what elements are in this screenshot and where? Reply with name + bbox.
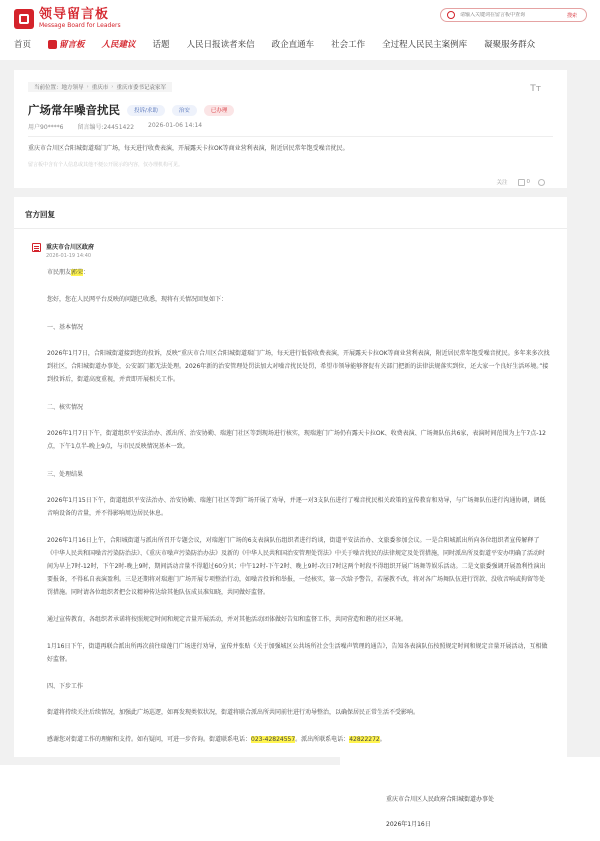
section-text-result-2: 2026年1月16日上午，合阳城街道与派出所召开专题会议，对瑞莲门广场的6支表演队伍组织者进行约谈，街道平安法治办、文旅委参加会议。一是合阳城派出所向各位组织者宣传解释了《中华人民共和国噪音污染防治法》、《重庆市噪声污染防治办法》及新的《中华人民共和国治安管理处罚法》中关于噪音扰民的法律规定及处罚措施，同时派出所及街道平安办明确了活动时间为早上7时-12时，下午2时-晚上9时，期间活动音量不得超过60分贝；中午12时-下午2时、晚上9时-次日7时这两个时段不得组织开展广场舞等娱乐活动。二是文旅委强调开展盈利性演出要报备，不得私自表演盈利。三是还期将对瑞莲门广场开展专项整治行动，如噪音投诉和举报，一经核实，第一次给予警告，若屡教不改，将对各广场舞队伍进行罚款、没收音响或拘留等处罚措施。同时请各位组织者把会议精神传达给其他队伍成员准知晓，共同做好监督。 — [47, 537, 546, 596]
message-actions — [496, 178, 545, 186]
section-text-next: 街道将持续关注后续情况，加强此广场巡逻，如再发现类似状况，街道将联合派出所共同前往进行劝导整治，以确保居民正常生活不受影响。 — [47, 709, 420, 716]
message-time: 2026-01-06 14:14 — [148, 122, 203, 129]
font-size-icon[interactable]: Tт — [530, 84, 541, 94]
main-nav — [14, 36, 552, 52]
nav-message-board-label: 留言板 — [59, 40, 85, 50]
breadcrumb-separator-icon: › — [86, 84, 89, 90]
search-input[interactable] — [460, 12, 540, 18]
divider — [14, 228, 567, 229]
search-box — [440, 8, 587, 22]
section-title-next: 四、下步工作 — [47, 683, 84, 690]
breadcrumb-item-chongqing[interactable]: 重庆市 — [91, 85, 109, 91]
site-logo[interactable] — [14, 8, 121, 30]
nav-home[interactable]: 首页 — [14, 40, 32, 50]
section-text-result-1: 2026年1月15日下午，街道组织平安法治办、治安协勤、瑞莲门社区等到广场开展了劝导，并逐一对3支队伍进行了噪音扰民相关政策的宣传教育和劝导，与广场舞队伍进行沟通协调，调低音响设备的音量，并不得影响周边居民休息。 — [47, 497, 546, 517]
contact-mid: 。派出所联系电话： — [295, 736, 350, 743]
greeting-suffix: ： — [83, 269, 90, 276]
breadcrumb-label: 当前位置： — [34, 85, 62, 91]
logo-subtitle: Message Board for Leaders — [39, 22, 121, 29]
like-count: 0 — [526, 179, 530, 185]
breadcrumb-item-local-leaders[interactable]: 地方领导 — [61, 85, 84, 91]
contact-prefix: 感谢您对街道工作的理解和支持。如有疑问，可进一步咨询。街道联系电话： — [47, 736, 252, 743]
reply-contact — [47, 733, 550, 746]
logo-title: 领导留言板 — [39, 7, 110, 22]
section-text-verify: 2026年1月7日下午，街道组织平安法治办、派出所、治安协勤、瑞莲门社区等到现场进行核实，现瑞莲门广场仍有露天卡拉OK、收费表演、广场舞队伍共6家，表演时间范围为上午7点-12点，下午1点半-晚上9点，与市民反映情况基本一致。 — [47, 430, 546, 450]
follow-button[interactable]: 关注 — [496, 180, 508, 186]
contact-phone-street[interactable]: 023-42824557 — [251, 736, 296, 743]
section-text-basic: 2026年1月7日，合阳城街道接到您的投诉，反映“重庆市合川区合阳城街道瑞门广场，每天进行低俗收费表演，开展露天卡拉OK等商业营利表演，附近居民常年饱受噪音扰民。多年来多次找到社区，合阳城街道办事处，公安部门都无法处理。2026年新的治安管理处罚法加大对噪音扰民处罚，希望市领导能够督促有关部门把新的法律法规落实到位，还大家一个良好生活环境。”接到投诉后，街道高度重视，并责即开展相关工作。 — [47, 350, 550, 383]
nav-message-board[interactable] — [48, 38, 85, 50]
message-card — [14, 70, 567, 188]
section-text-result-4: 1月16日下午，街道再联合派出所再次前往瑞莲门广场进行劝导，宣传并张贴《关于加强城区公共场所社会生活噪声管理的通告》，告知各表演队伍按照规定时间和规定音量开展活动，互相做好监督。 — [47, 643, 548, 663]
section-title-result: 三、处理结果 — [47, 471, 84, 478]
blank-panel — [0, 765, 340, 841]
message-board-icon — [48, 40, 57, 49]
site-header — [0, 0, 600, 60]
nav-social-work[interactable]: 社会工作 — [331, 40, 366, 50]
section-text-result-3: 通过宣传教育，各组织者承诺将按照规定时间和规定音量开展活动，并对其他活动团体做好告知和监督工作，共同营造和谐的社区环境。 — [47, 616, 408, 623]
reply-heading: 官方回复 — [25, 210, 55, 219]
signature-date: 2026年1月16日 — [386, 821, 431, 828]
reply-intro: 您好，您在人民网平台反映的问题已收悉，现将有关情况回复如下： — [47, 296, 228, 303]
message-id: 留言编号:24451422 — [77, 124, 135, 131]
logo-icon — [14, 9, 34, 29]
reply-time: 2026-01-19 14:40 — [46, 253, 92, 259]
message-meta — [28, 122, 216, 131]
divider — [28, 136, 553, 137]
nav-reader-letters[interactable]: 人民日报读者来信 — [186, 40, 255, 50]
tag-public-security: 治安 — [172, 105, 197, 116]
search-button[interactable]: 搜索 — [566, 12, 577, 19]
reply-org-name: 重庆市合川区政府 — [46, 244, 95, 251]
signature-org: 重庆市合川区人民政府合阳城街道办事处 — [386, 796, 495, 803]
breadcrumb-separator-icon: › — [111, 84, 114, 90]
breadcrumb — [28, 82, 172, 92]
privacy-note: 留言板中含有个人信息或其他不便公开展示的内容，仅办理机构可见。 — [28, 162, 184, 168]
contact-phone-police[interactable]: 42822272 — [349, 736, 380, 743]
signature-block — [340, 757, 600, 841]
breadcrumb-item-secretary[interactable]: 重庆市委书记袁家军 — [116, 85, 166, 91]
nav-enterprise-express[interactable]: 政企直通车 — [271, 40, 315, 50]
search-icon — [447, 11, 455, 19]
nav-serve-public[interactable]: 凝聚服务群众 — [484, 40, 536, 50]
greeting-prefix: 市民朋友 — [47, 269, 72, 276]
section-title-basic: 一、基本情况 — [47, 324, 84, 331]
greeting-name: 郭荣 — [71, 269, 84, 276]
message-title: 广场常年噪音扰民 — [28, 103, 120, 117]
message-body: 重庆市合川区合阳城街道瑞门广场，每天进行收费表演，开展露天卡拉OK等商业营利表演，附近居民常年饱受噪音扰民。 — [28, 145, 349, 152]
reply-card — [14, 197, 567, 757]
nav-topics[interactable]: 话题 — [152, 40, 170, 50]
nav-democracy-cases[interactable]: 全过程人民民主案例库 — [382, 40, 468, 50]
share-icon[interactable] — [538, 179, 545, 186]
message-user: 用户90****6 — [28, 124, 64, 131]
section-title-verify: 二、核实情况 — [47, 404, 84, 411]
reply-greeting — [47, 266, 550, 279]
contact-suffix: 。 — [379, 736, 386, 743]
tag-complaint: 投诉/求助 — [127, 105, 165, 116]
government-building-icon — [32, 243, 41, 252]
status-badge: 已办理 — [204, 105, 235, 116]
like-icon[interactable] — [518, 179, 525, 186]
nav-people-suggestions[interactable]: 人民建议 — [101, 40, 136, 50]
